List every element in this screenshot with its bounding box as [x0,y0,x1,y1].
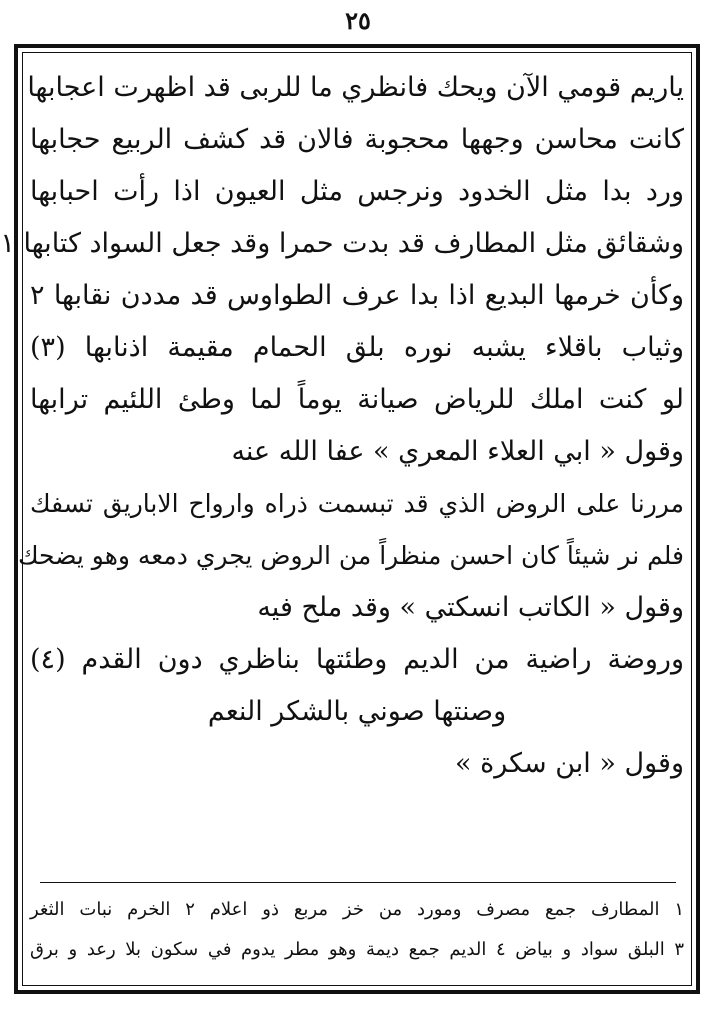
footnote-divider [40,882,676,883]
verse-line: فلم نر شيئاً كان احسن منظراً من الروض يجري دمعه وهو يضحك [17,541,684,570]
verse-line: مررنا على الروض الذي قد تبسمت ذراه وارواح الاباريق تسفك [30,489,684,518]
verse-line: كانت محاسن وجهها محجوبة فالان قد كشف الربيع حجابها [30,124,684,155]
verse-line: وصنتها صوني بالشكر النعم [207,696,507,727]
verse-line: ياريم قومي الآن ويحك فانظري ما للربى قد اظهرت اعجابها [27,72,684,103]
verse-line: لو كنت املك للرياض صيانة يوماً لما وطئ اللئيم ترابها [30,384,684,415]
attribution-line: وقول « ابي العلاء المعري » عفا الله عنه [231,436,684,467]
page-number: ٢٥ [345,6,371,35]
verse-line: وشقائق مثل المطارف قد بدت حمرا وقد جعل السواد كتابها ١ [0,228,684,259]
poem-body [0,62,684,790]
footnotes [30,890,684,970]
verse-line: وروضة راضية من الديم وطئتها بناظري دون القدم (٤) [30,644,684,675]
verse-line: وكأن خرمها البديع اذا بدا عرف الطواوس قد مددن نقابها ٢ [30,280,684,311]
verse-line: ورد بدا مثل الخدود ونرجس مثل العيون اذا رأت احبابها [30,176,684,207]
footnote-line: ٣ البلق سواد و بياض ٤ الديم جمع ديمة وهو مطر يدوم في سكون بلا رعد و برق [30,939,684,960]
attribution-line: وقول « الكاتب انسكتي » وقد ملح فيه [257,592,684,623]
verse-line: وثياب باقلاء يشبه نوره بلق الحمام مقيمة اذنابها (٣) [30,332,684,363]
attribution-line: وقول « ابن سكرة » [454,748,684,779]
footnote-line: ١ المطارف جمع مصرف ومورد من خز مربع ذو اعلام ٢ الخرم نبات الثغر [30,899,685,920]
